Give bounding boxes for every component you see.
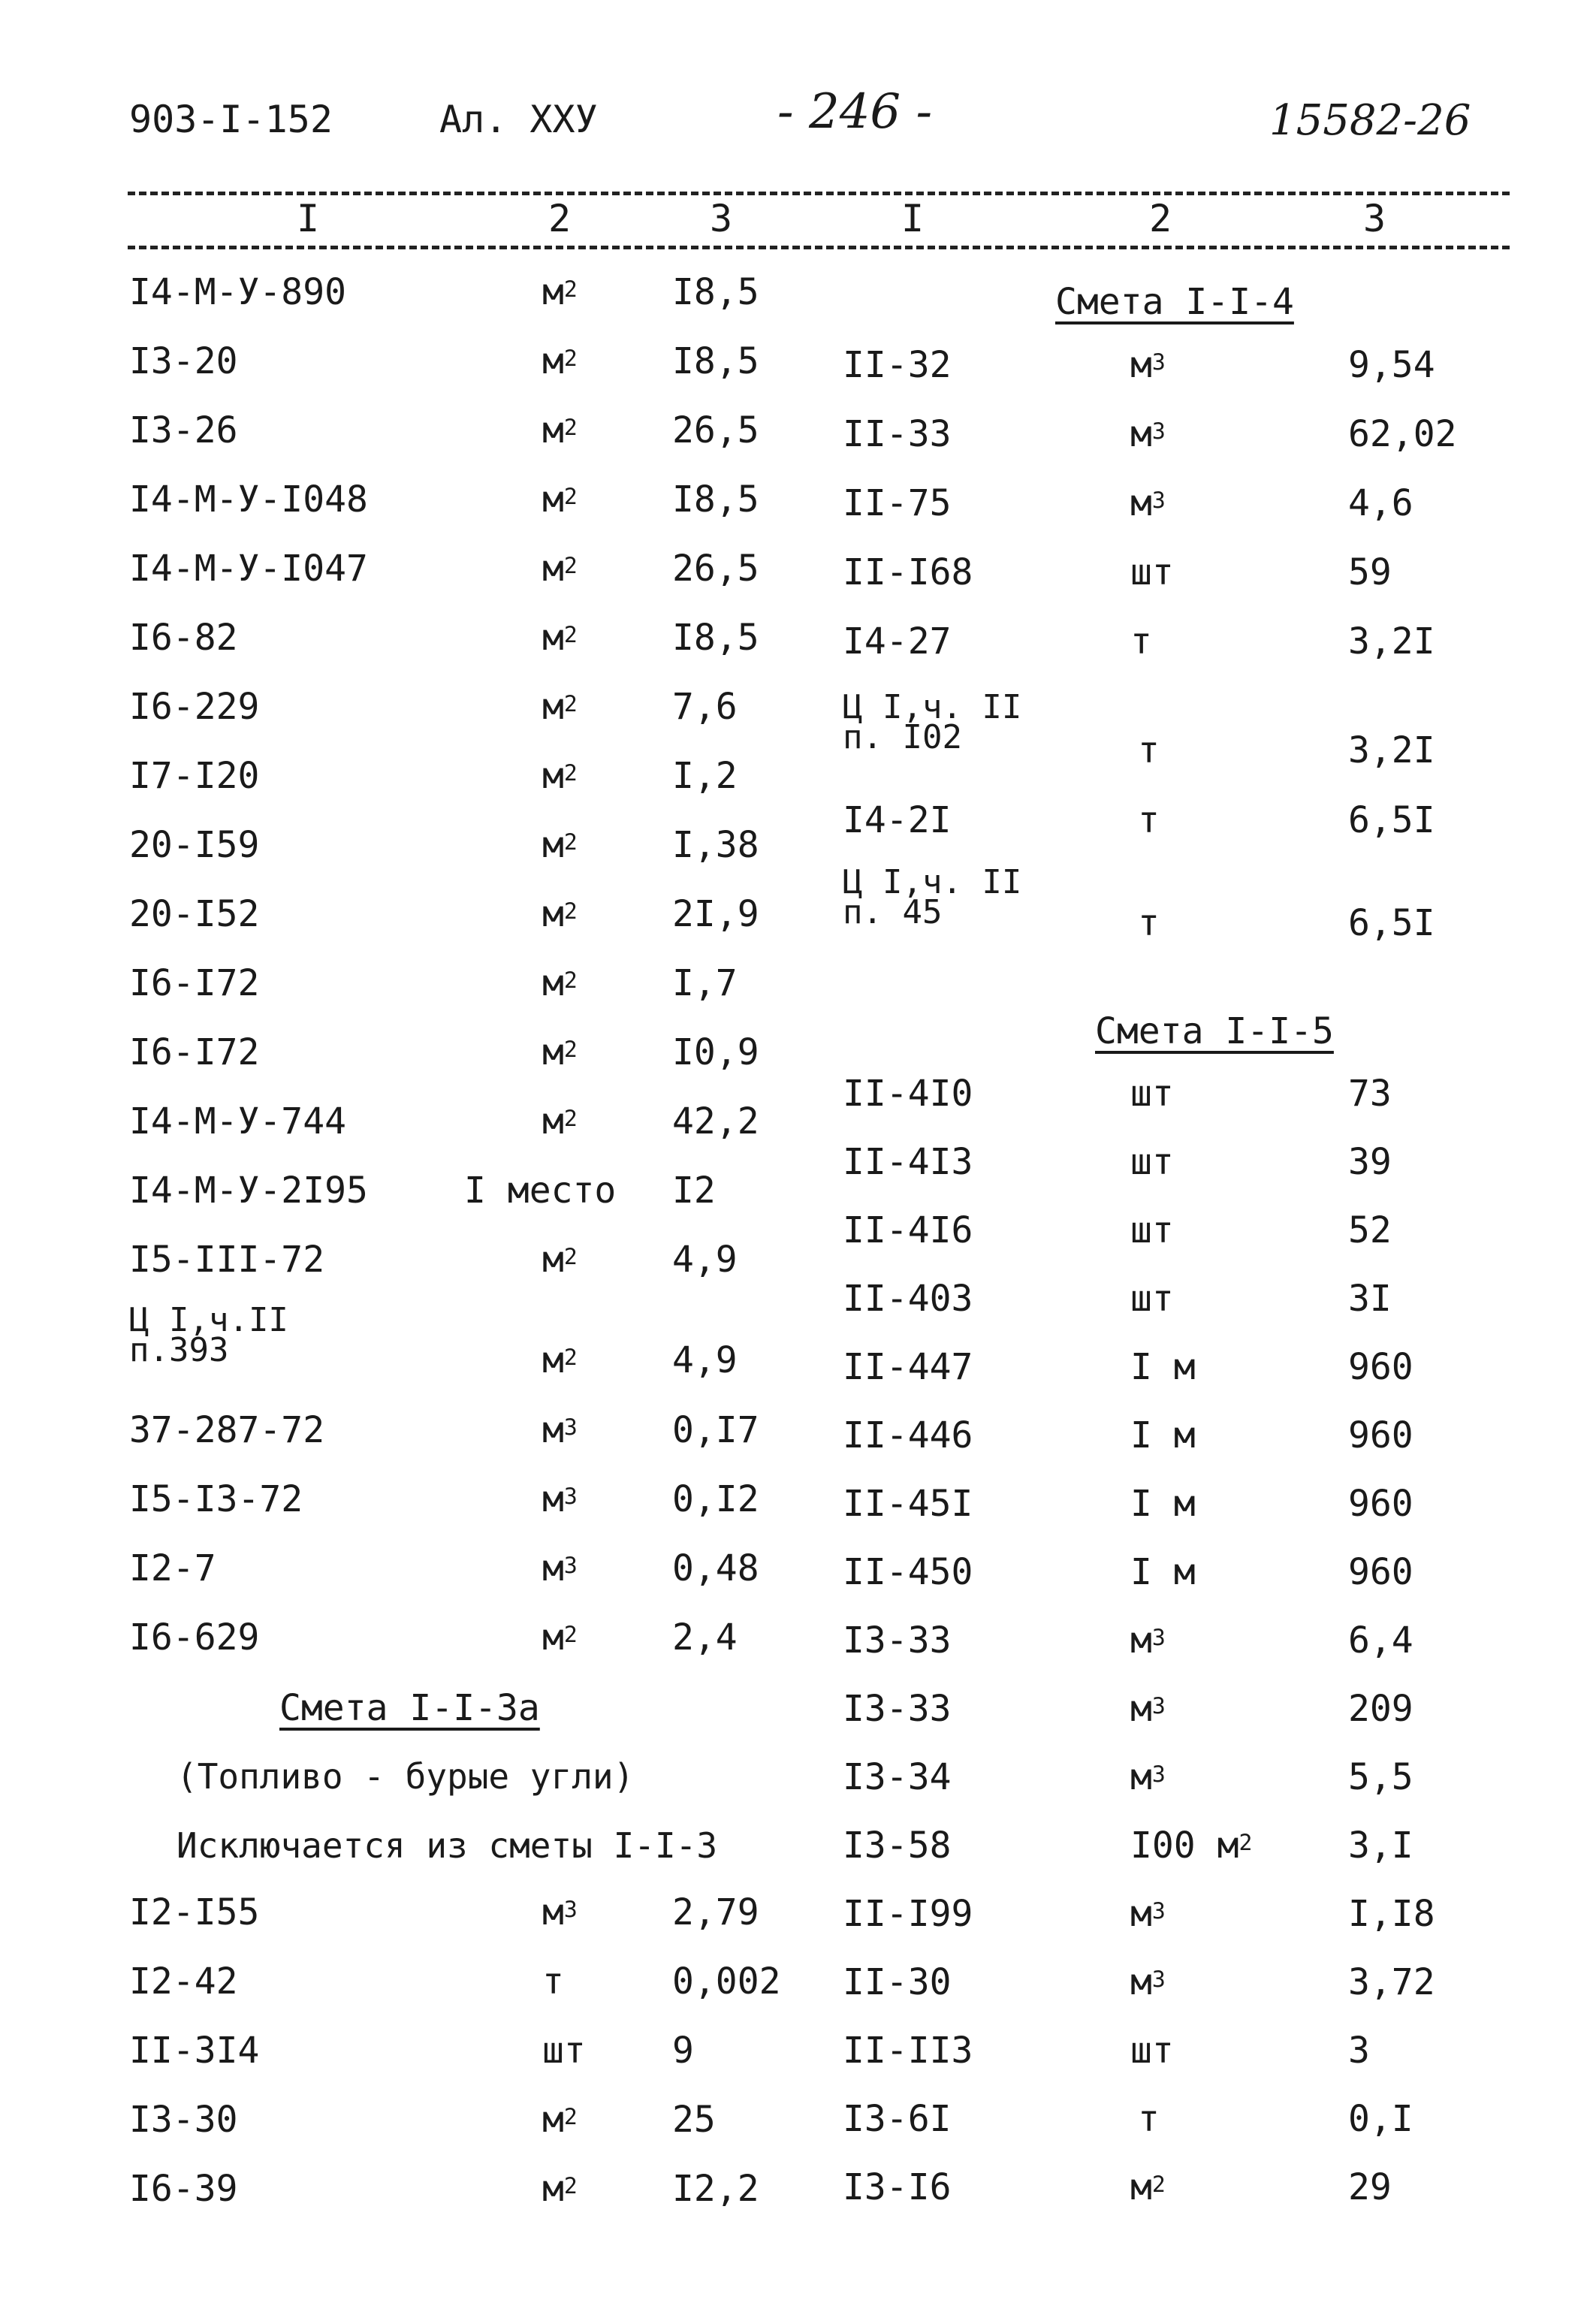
row-unit: шт	[1130, 551, 1174, 593]
row-unit: I место	[464, 1170, 617, 1212]
row-code: II-403	[843, 1278, 973, 1320]
row-quantity: 0,I2	[672, 1478, 759, 1520]
row-quantity: I0,9	[672, 1031, 759, 1073]
row-quantity: 209	[1348, 1688, 1413, 1730]
row-code: II-450	[843, 1551, 973, 1593]
row-unit: I м	[1130, 1551, 1196, 1593]
row-quantity: 960	[1348, 1346, 1413, 1388]
row-unit: $м^2$	[542, 2099, 578, 2141]
row-code: II-I68	[843, 551, 973, 593]
row-unit: $м^2$	[542, 617, 578, 659]
row-unit: I00 $м^2$	[1130, 1825, 1253, 1867]
row-unit: $м^2$	[542, 1339, 578, 1381]
column-header-4: I	[901, 197, 925, 240]
row-code: I3-33	[843, 1619, 952, 1662]
row-quantity: 3,72	[1348, 1961, 1435, 2003]
section-title-left: Смета I-I-3а	[279, 1687, 540, 1729]
row-code: I3-6I	[843, 2098, 952, 2140]
column-header-3: 3	[710, 197, 733, 240]
column-header-1: I	[297, 197, 320, 240]
row-code: II-32	[843, 344, 952, 386]
row-code: 37-287-72	[129, 1409, 325, 1451]
row-unit: $м^2$	[542, 340, 578, 382]
document-code: 903-I-152	[129, 98, 333, 141]
row-quantity: 2,79	[672, 1891, 759, 1933]
row-unit: $м^2$	[542, 1239, 578, 1281]
row-quantity: 73	[1348, 1073, 1392, 1115]
row-unit: $м^3$	[1130, 1756, 1166, 1798]
row-quantity: I8,5	[672, 478, 759, 521]
row-quantity: 0,48	[672, 1547, 759, 1589]
row-quantity: 3,I	[1348, 1825, 1413, 1867]
row-code: II-4I0	[843, 1073, 973, 1115]
row-code: I3-34	[843, 1756, 952, 1798]
row-code: 20-I59	[129, 824, 260, 866]
row-unit: $м^2$	[542, 893, 578, 935]
row-unit: $м^2$	[542, 686, 578, 728]
row-unit: т	[1138, 799, 1160, 841]
row-quantity: 960	[1348, 1414, 1413, 1456]
page-number: - 246 -	[777, 84, 933, 140]
row-quantity: 29	[1348, 2166, 1392, 2208]
row-code: I6-82	[129, 617, 238, 659]
row-unit: $м^3$	[542, 1547, 578, 1589]
row-code: I4-27	[843, 620, 952, 663]
row-quantity: 960	[1348, 1483, 1413, 1525]
row-code: II-33	[843, 413, 952, 455]
row-code: II-4I3	[843, 1141, 973, 1183]
row-quantity: 0,002	[672, 1960, 781, 2003]
reference-line-1: Ц I,ч. II	[843, 688, 1022, 726]
row-unit: шт	[1130, 1141, 1174, 1183]
row-quantity: 26,5	[672, 548, 759, 590]
row-quantity: I2,2	[672, 2168, 759, 2210]
row-unit: шт	[542, 2030, 586, 2072]
row-code: I3-58	[843, 1825, 952, 1867]
album-number: Ал. XXУ	[439, 98, 598, 141]
row-unit: $м^2$	[542, 2168, 578, 2210]
column-header-5: 2	[1149, 197, 1172, 240]
row-quantity: 6,5I	[1348, 799, 1435, 841]
row-code: I2-I55	[129, 1891, 260, 1933]
column-header-2: 2	[548, 197, 572, 240]
row-unit: шт	[1130, 1278, 1174, 1320]
reference-line-1: Ц I,ч.II	[129, 1301, 288, 1339]
row-code: I4-М-У-2I95	[129, 1170, 368, 1212]
row-unit: шт	[1130, 1073, 1174, 1115]
row-unit: $м^2$	[542, 1616, 578, 1659]
row-quantity: I8,5	[672, 271, 759, 313]
row-quantity: 25	[672, 2099, 716, 2141]
row-quantity: 4,6	[1348, 482, 1413, 524]
row-quantity: I,I8	[1348, 1893, 1435, 1935]
row-code: I5-III-72	[129, 1239, 325, 1281]
row-unit: $м^3$	[1130, 1688, 1166, 1730]
row-quantity: 3,2I	[1348, 729, 1435, 771]
row-code: II-75	[843, 482, 952, 524]
row-quantity: I2	[672, 1170, 716, 1212]
row-code: I6-39	[129, 2168, 238, 2210]
row-unit: $м^3$	[542, 1891, 578, 1933]
row-unit: т	[1138, 2098, 1160, 2140]
row-unit: $м^2$	[542, 1100, 578, 1142]
row-unit: $м^2$	[542, 409, 578, 451]
row-unit: шт	[1130, 1209, 1174, 1251]
row-quantity: 59	[1348, 551, 1392, 593]
row-code: I7-I20	[129, 755, 260, 797]
row-quantity: 3I	[1348, 1278, 1392, 1320]
row-code: I2-42	[129, 1960, 238, 2003]
row-unit: $м^2$	[542, 962, 578, 1004]
row-quantity: 0,I7	[672, 1409, 759, 1451]
row-unit: т	[1138, 729, 1160, 771]
row-code: II-30	[843, 1961, 952, 2003]
row-unit: $м^3$	[1130, 413, 1166, 455]
header-rule-top	[128, 192, 1510, 195]
row-code: I5-I3-72	[129, 1478, 303, 1520]
row-quantity: 62,02	[1348, 413, 1457, 455]
row-quantity: 2I,9	[672, 893, 759, 935]
row-quantity: 3,2I	[1348, 620, 1435, 663]
row-code: II-II3	[843, 2030, 973, 2072]
row-quantity: 5,5	[1348, 1756, 1413, 1798]
row-quantity: I8,5	[672, 617, 759, 659]
row-code: I2-7	[129, 1547, 216, 1589]
row-unit: $м^3$	[1130, 1619, 1166, 1662]
row-code: I4-М-У-I048	[129, 478, 368, 521]
row-code: II-I99	[843, 1893, 973, 1935]
column-header-6: 3	[1363, 197, 1386, 240]
row-unit: I м	[1130, 1483, 1196, 1525]
row-quantity: 26,5	[672, 409, 759, 451]
row-code: I3-33	[843, 1688, 952, 1730]
row-quantity: I,38	[672, 824, 759, 866]
note-fuel: (Топливо - бурые угли)	[176, 1756, 635, 1797]
section-title-estimate-4: Смета I-I-4	[1055, 281, 1294, 323]
row-code: I3-20	[129, 340, 238, 382]
row-quantity: 6,5I	[1348, 902, 1435, 944]
row-unit: $м^2$	[1130, 2166, 1166, 2208]
row-quantity: 52	[1348, 1209, 1392, 1251]
row-unit: шт	[1130, 2030, 1174, 2072]
row-code: I6-629	[129, 1616, 260, 1659]
row-unit: $м^3$	[542, 1478, 578, 1520]
reference-line-2: п.393	[129, 1331, 229, 1369]
row-unit: $м^2$	[542, 548, 578, 590]
row-unit: т	[542, 1960, 564, 2003]
row-code: I6-229	[129, 686, 260, 728]
row-quantity: I,7	[672, 962, 738, 1004]
row-quantity: 9,54	[1348, 344, 1435, 386]
row-quantity: 7,6	[672, 686, 738, 728]
row-quantity: 3	[1348, 2030, 1370, 2072]
row-unit: $м^3$	[1130, 344, 1166, 386]
row-quantity: I,2	[672, 755, 738, 797]
sheet-reference: 15582-26	[1269, 96, 1471, 145]
row-quantity: I8,5	[672, 340, 759, 382]
reference-line-2: п. I02	[843, 718, 962, 756]
row-code: II-45I	[843, 1483, 973, 1525]
header-rule-bottom	[128, 246, 1510, 249]
row-unit: I м	[1130, 1346, 1196, 1388]
row-unit: $м^2$	[542, 271, 578, 313]
row-code: I3-I6	[843, 2166, 952, 2208]
row-quantity: 4,9	[672, 1239, 738, 1281]
row-code: I4-М-У-890	[129, 271, 346, 313]
row-code: I3-30	[129, 2099, 238, 2141]
row-quantity: 9	[672, 2030, 694, 2072]
row-unit: $м^2$	[542, 1031, 578, 1073]
row-quantity: 960	[1348, 1551, 1413, 1593]
row-code: II-3I4	[129, 2030, 260, 2072]
row-unit: I м	[1130, 1414, 1196, 1456]
row-quantity: 0,I	[1348, 2098, 1413, 2140]
row-code: I4-2I	[843, 799, 952, 841]
note-excluded: Исключается из сметы I-I-3	[176, 1825, 718, 1866]
row-code: I6-I72	[129, 1031, 260, 1073]
row-unit: $м^3$	[1130, 1961, 1166, 2003]
section-title-estimate-5: Смета I-I-5	[1095, 1010, 1334, 1052]
row-code: I3-26	[129, 409, 238, 451]
reference-line-1: Ц I,ч. II	[843, 863, 1022, 901]
row-unit: т	[1138, 902, 1160, 944]
row-unit: $м^2$	[542, 755, 578, 797]
row-unit: $м^3$	[542, 1409, 578, 1451]
row-code: 20-I52	[129, 893, 260, 935]
row-unit: $м^3$	[1130, 482, 1166, 524]
reference-line-2: п. 45	[843, 893, 943, 931]
row-unit: $м^2$	[542, 824, 578, 866]
row-unit: $м^2$	[542, 478, 578, 521]
row-unit: т	[1130, 620, 1152, 663]
row-quantity: 42,2	[672, 1100, 759, 1142]
row-quantity: 6,4	[1348, 1619, 1413, 1662]
row-code: II-446	[843, 1414, 973, 1456]
row-quantity: 39	[1348, 1141, 1392, 1183]
row-code: II-4I6	[843, 1209, 973, 1251]
row-code: I4-М-У-I047	[129, 548, 368, 590]
row-code: I6-I72	[129, 962, 260, 1004]
row-unit: $м^3$	[1130, 1893, 1166, 1935]
row-code: I4-М-У-744	[129, 1100, 346, 1142]
row-quantity: 2,4	[672, 1616, 738, 1659]
row-code: II-447	[843, 1346, 973, 1388]
row-quantity: 4,9	[672, 1339, 738, 1381]
